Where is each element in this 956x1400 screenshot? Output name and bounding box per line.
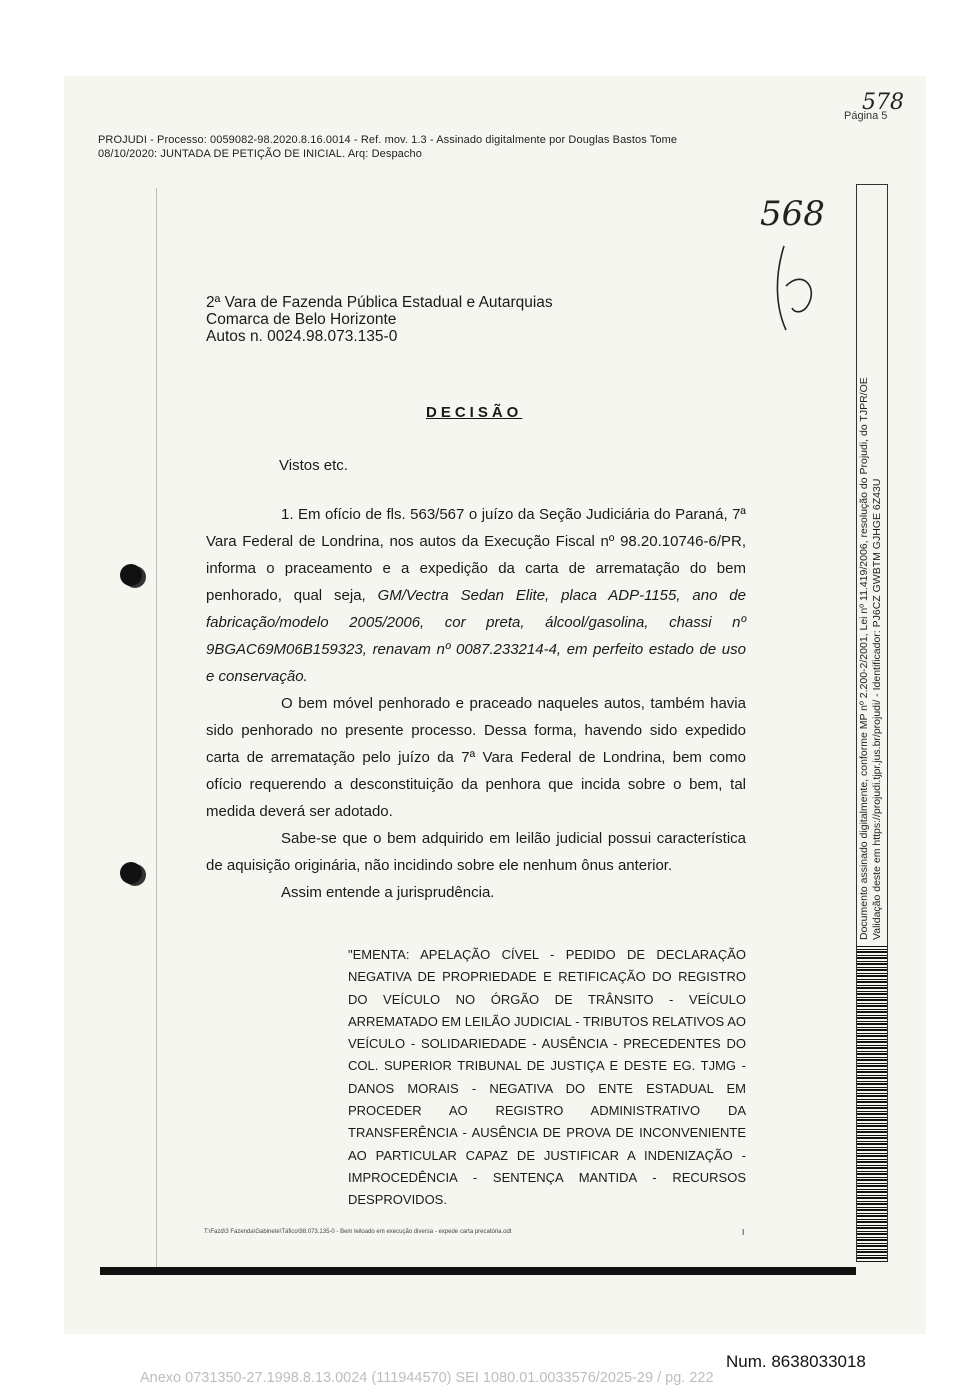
projudi-header-line-1: PROJUDI - Processo: 0059082-98.2020.8.16.0014 - Ref. mov. 1.3 - Assinado digitalmente por Douglas Bastos Tome (98, 134, 678, 146)
case-number: Autos n. 0024.98.073.135-0 (206, 328, 398, 345)
court-name: 2ª Vara de Fazenda Pública Estadual e Autarquias (206, 294, 553, 311)
page-label: Página 5 (844, 110, 888, 122)
jurisprudence-quote: "EMENTA: APELAÇÃO CÍVEL - PEDIDO DE DECLARAÇÃO NEGATIVA DE PROPRIEDADE E RETIFICAÇÃO DO REGISTRO DO VEÍCULO NO ÓRGÃO DE TRÂNSITO - VEÍCULO ARREMATADO EM LEILÃO JUDICIAL - TRIBUTOS RELATIVOS AO VEÍCULO - SOLIDARIEDADE - AUSÊNCIA - PRECEDENTES DO COL. SUPERIOR TRIBUNAL DE JUSTIÇA E DESTE EG. TJMG - DANOS MORAIS - NEGATIVA DO ENTE ESTADUAL EM PROCEDER AO REGISTRO ADMINISTRATIVO DA TRANSFERÊNCIA - AUSÊNCIA DE PROVA DE INCONVENIENTE AO PARTICULAR CAPAZ DE JUSTIFICAR A INDENIZAÇÃO - IMPROCEDÊNCIA - SENTENÇA MANTIDA - RECURSOS DESPROVIDOS. (348, 947, 746, 1208)
paragraph-1-text: 1. Em ofício de fls. 563/567 o juízo da Seção Judiciária do Paraná, 7ª Vara Federal de Londrina, nos autos da Execução Fiscal nº 98.20.10746-6/PR, informa o praceamento e a expedição da carta de arrematação do bem penhorado, qual seja, (206, 506, 746, 604)
handwritten-rubric (764, 238, 824, 338)
barcode (856, 946, 888, 1262)
handwritten-folio: 568 (760, 194, 825, 234)
punch-hole-top (120, 564, 142, 586)
annex-footer: Anexo 0731350-27.1998.8.13.0024 (111944570) SEI 1080.01.0033576/2025-29 / pg. 222 (140, 1370, 714, 1386)
punch-hole-bottom (120, 862, 142, 884)
court-district: Comarca de Belo Horizonte (206, 311, 397, 328)
signature-line-2: Validação deste em https://projudi.tjpr.jus.br/projudi/ - Identificador: PJ6CZ GWBTM GJHGE 6Z43U (871, 478, 883, 940)
paragraph-2: O bem móvel penhorado e praceado naqueles autos, também havia sido penhorado no presente processo. Dessa forma, havendo sido expedido carta de arrematação pelo juízo da 7ª Vara Federal de Londrina, bem como ofício requerendo a desconstituição da penhora que incida sobre o bem, tal medida deverá ser adotado. (206, 695, 746, 820)
greeting: Vistos etc. (279, 457, 348, 474)
court-header (206, 294, 553, 345)
vehicle-description: GM/Vectra Sedan Elite, placa ADP-1155, ano de fabricação/modelo 2005/2006, cor preta, álcool/gasolina, chassi nº 9BGAC69M06B159323, renavam nº 0087.233214-4, em perfeito estado de uso e conservação. (206, 587, 746, 685)
document-title: DECISÃO (426, 404, 523, 421)
document-number: Num. 8638033018 (726, 1352, 866, 1371)
decision-body (206, 452, 746, 906)
footer-mark: I (742, 1228, 745, 1237)
signature-stamp-text (856, 184, 884, 946)
paragraph-1 (206, 501, 746, 690)
file-path-footer: T:\Fazd\3 Fazenda\Gabinete\Táfico\98.073.135-0 - Bem leiloado em execução diversa - expede carta precatória.odt (204, 1229, 512, 1235)
handwritten-page-number: 578 (862, 90, 904, 115)
scanned-page (64, 76, 926, 1334)
projudi-header-line-2: 08/10/2020: JUNTADA DE PETIÇÃO DE INICIAL. Arq: Despacho (98, 148, 422, 160)
bottom-bar (100, 1267, 856, 1275)
left-margin-rule (156, 188, 157, 1268)
paragraph-4: Assim entende a jurisprudência. (281, 884, 495, 901)
signature-line-1: Documento assinado digitalmente, conforme MP nº 2.200-2/2001, Lei nº 11.419/2006, resolução do Projudi, do TJPR/OE (858, 377, 870, 940)
paragraph-3: Sabe-se que o bem adquirido em leilão judicial possui característica de aquisição originária, não incidindo sobre ele nenhum ônus anterior. (206, 830, 746, 874)
